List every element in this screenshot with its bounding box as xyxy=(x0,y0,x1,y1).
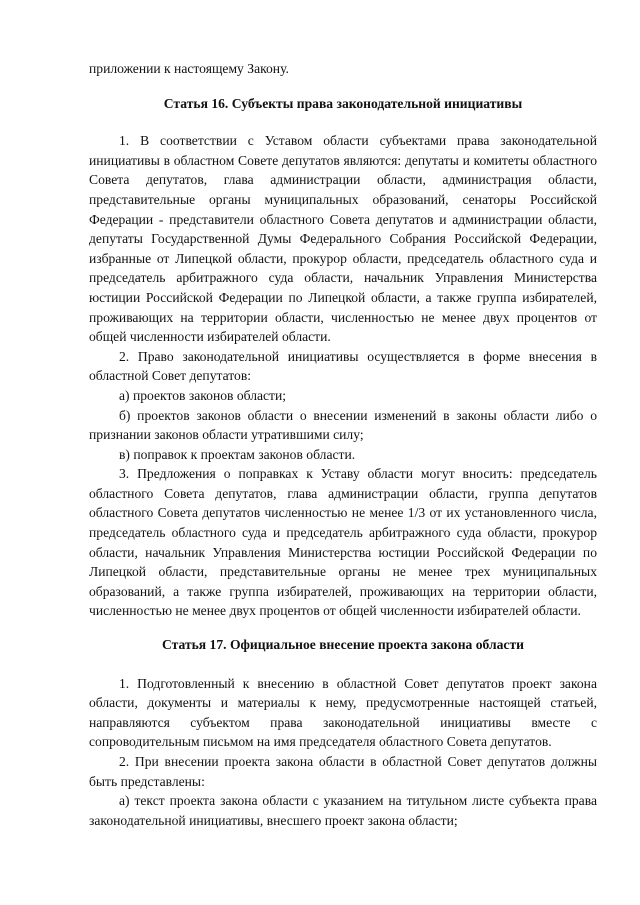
article-16-body xyxy=(89,131,597,621)
article-16-paragraph-3: 3. Предложения о поправках к Уставу области могут вносить: председатель областного Совета депутатов, глава администрации области, группа депутатов областного Совета депутатов численностью не менее 1/3 от их установленного числа, председатель областного суда и председатель арбитражного суда области, прокурор области, начальник Управления Министерства юстиции Российской Федерации по Липецкой области, представительные органы не менее трех муниципальных образований, а также группа избирателей, проживающих на территории области, численностью не менее двух процентов от общей численности избирателей области. xyxy=(89,466,597,619)
article-17-paragraph-2: 2. При внесении проекта закона области в областной Совет депутатов должны быть представлены: xyxy=(89,754,597,789)
article-16-paragraph-1: 1. В соответствии с Уставом области субъектами права законодательной инициативы в областном Совете депутатов являются: депутаты и комитеты областного Совета депутатов, глава администрации области, администрация области, представительные органы муниципальных образований, сенаторы Российской Федерации - представители областного Совета депутатов и администрации области, депутаты Государственной Думы Федерального Собрания Российской Федерации, избранные от Липецкой области, прокурор области, председатель областного суда и председатель арбитражного суда области, начальник Управления Министерства юстиции Российской Федерации по Липецкой области, а также группа избирателей, проживающих на территории области, численностью не менее двух процентов от общей численности избирателей области. xyxy=(89,133,597,345)
article-16-item-a: а) проектов законов области; xyxy=(119,387,287,403)
article-16-item-b: б) проектов законов области о внесении изменений в законы области либо о признании законов области утратившими силу; xyxy=(89,407,597,443)
article-17-heading: Статья 17. Официальное внесение проекта закона области xyxy=(162,637,524,653)
article-17-paragraph-1: 1. Подготовленный к внесению в областной Совет депутатов проект закона области, документы и материалы к нему, предусмотренные настоящей статьей, направляются субъектом права законодательной инициативы вместе с сопроводительным письмом на имя председателя областного Совета депутатов. xyxy=(89,675,597,750)
intro-line: приложении к настоящему Закону. xyxy=(89,61,289,76)
article-16-paragraph-2: 2. Право законодательной инициативы осуществляется в форме внесения в областной Совет депутатов: xyxy=(89,348,597,384)
document-page xyxy=(89,59,597,830)
article-17-item-a: а) текст проекта закона области с указанием на титульном листе субъекта права законодательной инициативы, внесшего проект закона области; xyxy=(89,793,597,828)
article-16-item-c: в) поправок к проектам законов области. xyxy=(119,446,356,462)
article-16-heading: Статья 16. Субъекты права законодательной инициативы xyxy=(163,95,523,111)
article-17-body xyxy=(89,674,597,831)
